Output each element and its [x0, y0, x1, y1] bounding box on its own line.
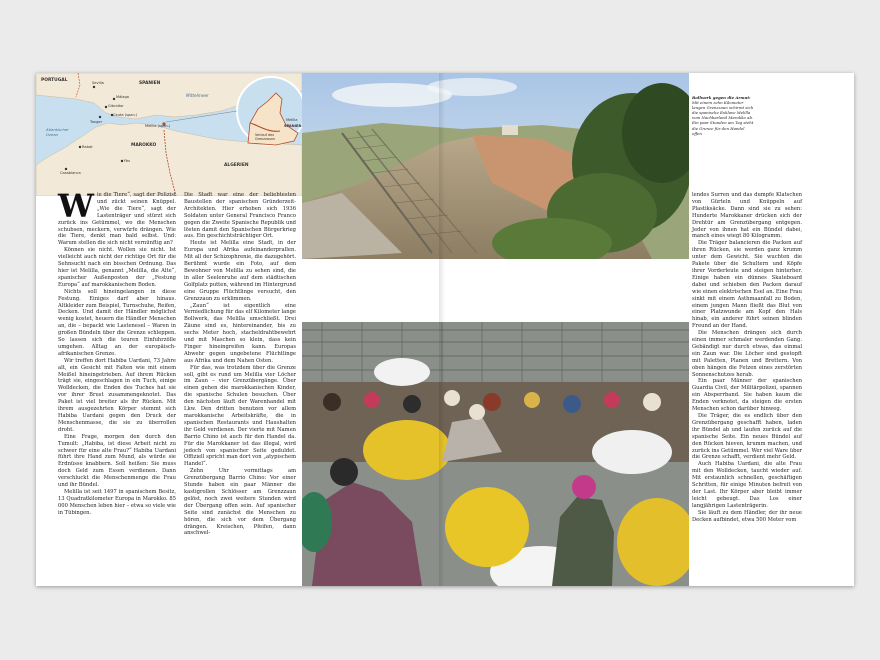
map-country-spain: SPANIEN	[139, 81, 161, 86]
article-paragraph	[58, 187, 176, 247]
map-inset-fence-route: Verlauf des Grenzzauns	[255, 133, 275, 142]
article-paragraph: Heute ist Melilla eine Stadt, in der Europa und Afrika aufeinanderprallen. Mit all der Schizophrenie, die dazugehört. Berühmt wurde ein Foto, auf dem Bewohner von Melilla zu sehen sind, die in aller Seelenruhe auf dem städtischen Golfplatz putten, während im Hintergrund eine Gruppe Flüchtlinge versucht, den Grenzzaun zu erklimmen.	[184, 240, 296, 302]
map-inset-melilla: Melilla	[286, 118, 298, 122]
map-sea-atlantic: Atlantischer Ozean	[46, 127, 69, 137]
caption-lead: Bollwerk gegen die Armut:	[692, 95, 751, 100]
map-city-gibraltar: Gibraltar	[108, 104, 124, 108]
map-country-algeria: ALGERIEN	[224, 163, 249, 168]
dropcap: W	[58, 187, 94, 225]
map-city-fes: Fès	[124, 159, 130, 163]
magazine-spread	[36, 73, 854, 586]
article-paragraph: Ein paar Männer der spanischen Guardia Civil, der Militärpolizei, spannen ein Absperrband. Sie haben kaum die Enden verknotet, da steigen die ersten Menschen schon darüber hinweg.	[692, 378, 802, 413]
location-map	[36, 73, 302, 196]
map-city-tanger: Tanger	[90, 120, 103, 124]
map-country-portugal: PORTUGAL	[41, 78, 68, 83]
article-paragraph: Auch Habiba Uardani, die alte Frau mit den Wolldecken, taucht wieder auf. Mit erstaunlich schnellen, geschäftigen Schritten, für einige Minuten befreit von der Last. Ihr Körper aber bleibt immer leicht gebeugt. Das Los einer langjährigen Lastenträgerin.	[692, 461, 802, 509]
map-country-morocco: MAROKKO	[131, 143, 157, 148]
page-gutter	[439, 73, 445, 586]
article-paragraph: Eine Frage, morgen den durch den Tumult: „Habiba, ist diese Arbeit nicht zu schwer für eine alte Frau?“ Habiba Uardani führt ihre Hand zum Mund, als würde sie Erdnüsse knabbern. Soll heißen: Sie muss doch Geld zum Essen verdienen. Dann verschluckt die Menschenmenge die Frau und ihr Bündel.	[58, 433, 176, 489]
map-city-sevilla: Sevilla	[92, 81, 104, 85]
article-paragraph: Für das, was trotzdem über die Grenze soll, gibt es rund um Melilla vier Löcher im Zaun – vier Grenzübergänge. Über einen gehen die marokkanischen Kinder, die spanische Schulen besuchen. Über den nächsten läuft der Warenhandel mit Lkw. Den dritten benutzen vor allem marokkanische Arbeitskräfte, die in spanischen Restaurants und Haushalten ihr Geld verdienen. Der vierte mit Namen Barrio Chino ist auch für den Handel da. Für die Marokkaner ist das illegal, wird jedoch von spanischer Seite geduldet. Offiziell spricht man dort von „atypischem Handel“.	[184, 364, 296, 468]
caption-text: Mit einem zehn Kilometer langen Grenzzaun schirmt sich die spanische Exklave Melilla vom Nachbarland Marokko ab. Ein paar Stunden am Tag steht die Grenze für den Handel offen	[692, 100, 754, 136]
article-column-2	[184, 192, 296, 582]
article-paragraph: Die Träger, die es endlich über den Grenzübergang geschafft haben, laden ihr Bündel ab und laufen zurück auf die spanische Seite. Ein neues Bündel auf den Rücken hieven, krumm machen, und zurück ins Getümmel. Wer viel Ware über die Grenze schafft, verdient mehr Geld.	[692, 413, 802, 461]
article-paragraph: Zehn Uhr vormittags am Grenzübergang Barrio Chino: Vor einer Stunde haben ein paar Männer die kastigrollen Schlösser am Grenzzaun gelöst, noch zwei weitere Stunden wird der Übergang offen sein. Auf spanischer Seite sind zunächst die Menschen zu hören, die sich vor dem Übergang drängen. Kreischen, Pfeifen, dann anschwel-	[184, 468, 296, 537]
map-city-ceuta: Ceuta (span.)	[113, 113, 138, 117]
article-paragraph: Können sie nicht. Wollen sie nicht. Ist vielleicht auch nicht der richtige Ort für die Sehnsucht nach ein bisschen Ordnung. Das hier ist Melilla, genannt „Melilla, die Alte“, spanischer Außenposten der „Festung Europa“ auf marokkanischem Boden.	[58, 247, 176, 288]
border-fence-photo	[302, 73, 689, 259]
article-paragraph: Die Stadt war eine der beliebtesten Baustellen der spanischen Gründerzeit-Architekten. Hier erhoben sich 1936 Soldaten unter General Francisco Franco gegen die Zweite Spanische Republik und lösten damit den Spanischen Bürgerkrieg aus. Ein geschichtsträchtiger Ort.	[184, 192, 296, 240]
map-city-rabat: Rabat	[82, 145, 93, 149]
map-sea-mediterranean: Mittelmeer	[186, 93, 209, 98]
article-paragraph: Die Menschen drängen sich durch einen immer schmaler werdenden Gang. Gebändigt nur durch etwas, das einmal ein Zaun war. Die Löcher sind gestopft mit Paletten, Planen und Brettern. Von oben hängen die Fetzen eines zerstörten Sonnenschutzes herab.	[692, 330, 802, 378]
article-paragraph: Wir treffen dort Habiba Uardani, 73 Jahre alt, ein Gesicht mit Falten wie mit einem Meißel hineingetrieben. Auf ihrem Rücken trägt sie, eingeschlagen in ein Tuch, einige Wolldecken, die Enden des Tuches hat sie vor ihrer Brust zusammengeknotet. Das Paket ist viel breiter als ihr Rücken. Mit ihrem ausgezehrten Körper stemmt sich Habiba Uardani gegen den Druck der Menschenmasse, die sie zu überrollen droht.	[58, 357, 176, 433]
map-city-malaga: Málaga	[116, 95, 129, 99]
article-column-1	[58, 187, 176, 582]
paragraph-text: ie die Tiere“, sagt der Polizist und zückt seinen Knüppel. „Wie die Tiere“, sagt der Lastenträger und stürzt sich zurück ins Getümmel, wo die Menschen schubsen, meckern, verwürfe drängen. Wie die Tiere, denkt man bald selbst. Und: Warum stellen die sich nicht vernünftig an?	[58, 192, 176, 247]
article-paragraph: Sie läuft zu dem Händler, der ihr neue Decken aufbindet, etwa 500 Meter vom	[692, 509, 802, 523]
crowd-border-crossing-photo	[302, 322, 689, 586]
map-inset-spain: SPANIEN	[284, 124, 302, 128]
article-paragraph: „Zaun“ ist eigentlich eine Verniedlichung für das elf Kilometer lange Bollwerk, das Melilla umschließt. Drei Zäune sind es, hintereinander, bis zu sechs Meter hoch, stacheldrahtbewehrt und mit Maschen so klein, dass kein Finger hineingreifen kann. Europas Abwehr gegen ungebetene Flüchtlinge aus Afrika und dem Nahen Osten.	[184, 302, 296, 364]
photo-caption	[692, 95, 754, 136]
article-column-3	[692, 192, 802, 582]
map-city-melilla: Melilla (span.)	[145, 124, 171, 128]
article-paragraph: lendes Surren und das dumpfe Klatschen von Gürteln und Knüppeln auf Plastiksäcke. Dann sind sie zu sehen: Hunderte Marokkaner drücken sich der Drehtür am Grenzübergang entgegen. Jeder von ihnen hat ein Bündel dabei, manch eines wiegt 80 Kilogramm.	[692, 192, 802, 240]
article-paragraph: Nichts soll hineingelangen in diese Festung. Einiges darf aber hinaus. Altkleider zum Beispiel, Turnschuhe, Reifen, Decken. Und damit der Händler möglichst wenig kostet, heuern die Händler Menschen an, die – bepackt wie Lastenesel – Waren in großen Bündeln über die Grenze schleppen. So lassen sich die teuren Einfuhrzölle umgehen. Alltag an der europäisch-afrikanischen Grenze.	[58, 288, 176, 357]
map-city-casablanca: Casablanca	[60, 171, 81, 175]
article-paragraph: Melilla ist seit 1497 in spanischem Besitz, 13 Quadratkilometer Europa in Marokko. 85 000 Menschen leben hier – etwa so viele wie in Tübingen.	[58, 488, 176, 516]
article-paragraph: Die Träger balancieren die Packen auf ihren Rücken, sie werden ganz krumm unter dem Gewicht. Sie wuchten die Pakete über die Schultern und Köpfe ihrer Vorderleute und steigen hinterher. Einige haben ein dünnes Skateboard dabei und schieben den Packen darauf wie einen elektrischen Esel an. Eine Frau sinkt mit einem Asthmaanfall zu Boden, einem jungen Mann fließt das Blut von einer Platzwunde am Kopf den Hals hinab, ein anderer führt seinen blinden Freund an der Hand.	[692, 240, 802, 330]
